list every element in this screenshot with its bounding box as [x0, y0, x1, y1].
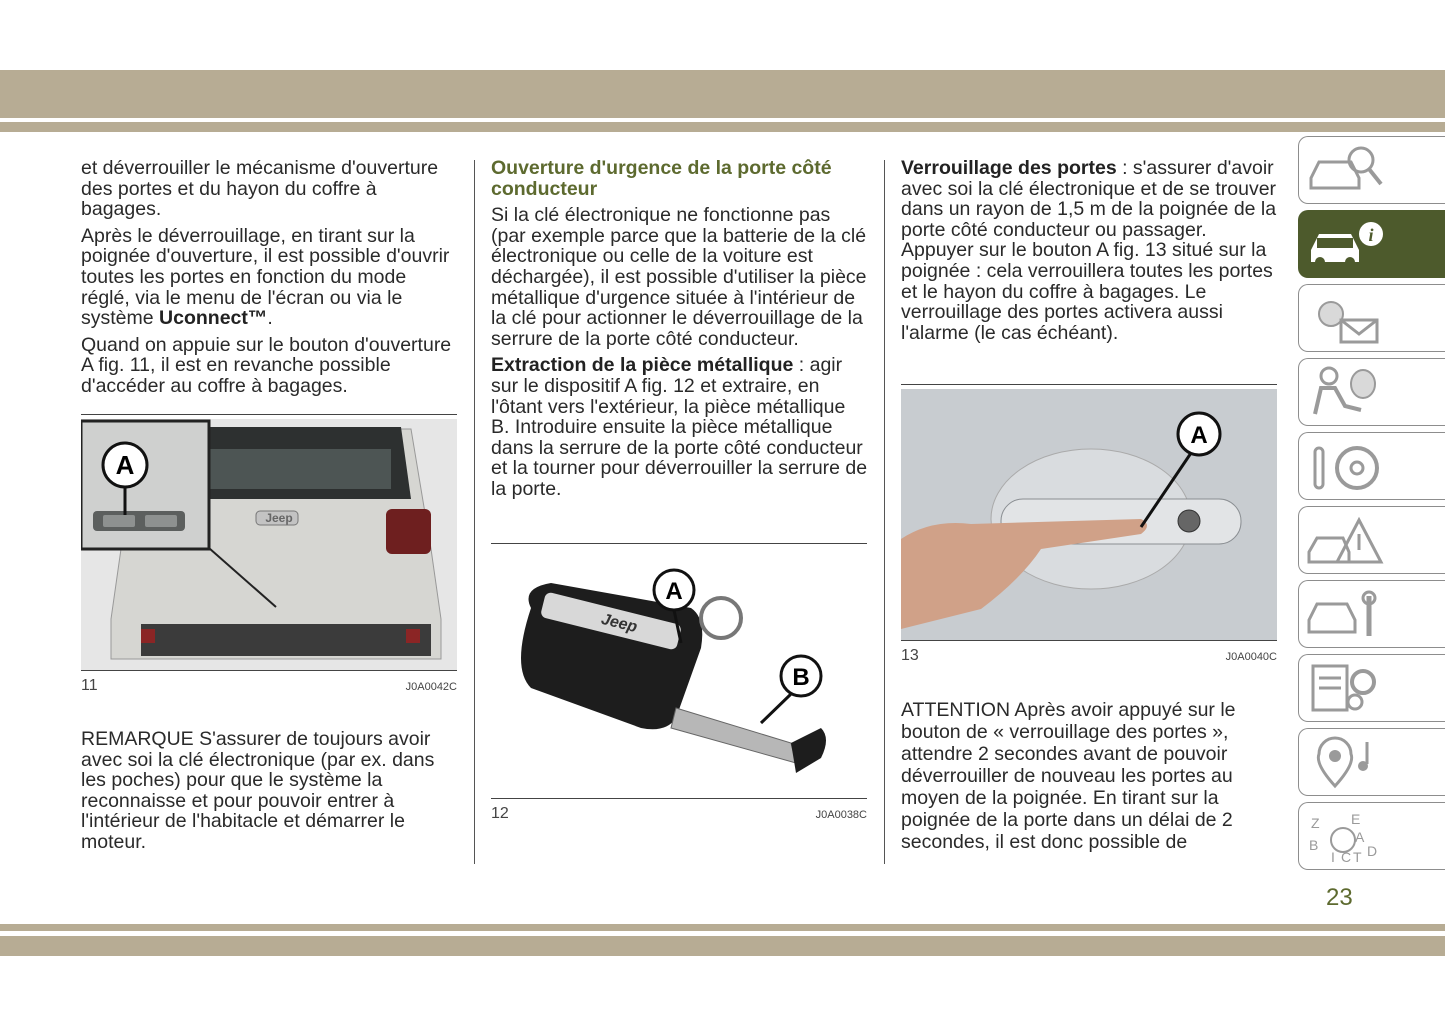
col1-remarque: REMARQUE S'assurer de toujours avoir avec soi la clé électronique (par ex. dans les poches) pour que le système la reconnaisse et pour pouvoir entrer à l'intérieur de l'habitacle et démarrer le moteur. — [81, 728, 435, 853]
tab-servicing[interactable] — [1298, 580, 1445, 648]
footer-stripe — [0, 924, 1445, 931]
figure-12-top-rule — [491, 543, 867, 544]
tab-index[interactable] — [1298, 802, 1445, 870]
key-steering-wheel-icon — [1305, 438, 1385, 494]
index-letter-e: E — [1351, 811, 1361, 827]
column-1 — [81, 158, 459, 403]
col1-p2-end: . — [267, 307, 273, 330]
index-letter-i: I — [1331, 849, 1335, 864]
column-3 — [901, 158, 1279, 349]
figure-13-number: 13 — [901, 647, 919, 664]
tab-multimedia[interactable] — [1298, 728, 1445, 796]
door-locking-term: Verrouillage des portes — [901, 157, 1117, 179]
tab-warning-lights[interactable] — [1298, 284, 1445, 352]
col1-p2-text: Après le déverrouillage, en tirant sur la poignée d'ouverture, il est possible d'ouvrir toutes les portes en fonction du mode réglé, via le menu de l'écran ou via le système — [81, 224, 450, 330]
figure-11-photo — [81, 419, 457, 670]
figure-12-number: 12 — [491, 805, 509, 822]
column-2 — [491, 158, 869, 506]
figure-12 — [491, 543, 867, 823]
key-fob-illustration — [491, 548, 867, 798]
index-letter-d: D — [1367, 843, 1378, 859]
figure-13-code: J0A0040C — [1225, 651, 1277, 663]
figure-11-top-rule — [81, 414, 457, 415]
figure-13-caption — [901, 647, 1277, 665]
figure-11 — [81, 414, 457, 695]
tab-safety[interactable] — [1298, 358, 1445, 426]
figure-13-photo — [901, 389, 1277, 640]
fig11-callout-a: A — [115, 450, 135, 480]
column-separator-1 — [474, 160, 475, 864]
index-letter-c: C — [1341, 849, 1352, 864]
page-number: 23 — [1326, 884, 1353, 911]
uconnect-term: Uconnect™ — [159, 307, 268, 330]
index-letter-a: A — [1355, 829, 1365, 845]
col1-paragraph-2 — [81, 226, 459, 329]
location-music-icon — [1305, 734, 1385, 790]
header-band — [0, 70, 1445, 118]
extraction-term: Extraction de la pièce métallique — [491, 354, 794, 377]
car-magnifier-icon — [1305, 142, 1385, 198]
fig13-callout-a: A — [1190, 422, 1208, 449]
figure-12-bottom-rule — [491, 798, 867, 799]
section-heading-emergency-opening: Ouverture d'urgence de la porte côté conducteur — [491, 157, 832, 200]
svg-text:i: i — [1368, 225, 1374, 245]
col3-paragraph-1 — [901, 158, 1279, 343]
figure-12-caption — [491, 805, 867, 823]
col2-paragraph-2 — [491, 355, 869, 499]
figure-11-caption — [81, 677, 457, 695]
header-stripe — [0, 122, 1445, 132]
alphabet-index-icon — [1305, 808, 1385, 864]
col1-paragraph-3: Quand on appuie sur le bouton d'ouverture A fig. 11, il est en revanche possible d'accéder au coffre à bagages. — [81, 333, 452, 397]
fig12-brand-logo: Jeep — [599, 610, 639, 637]
figure-13-bottom-rule — [901, 640, 1277, 641]
index-letter-b: B — [1309, 837, 1319, 853]
car-wrench-icon — [1305, 586, 1385, 642]
figure-11-bottom-rule — [81, 670, 457, 671]
footer-band — [0, 936, 1445, 956]
figure-12-photo — [491, 548, 867, 798]
col3-p1-text: : s'assurer d'avoir avec soi la clé électronique et de se trouver dans un rayon de 1,5 m de la poignée de la porte côté conducteur ou passager. Appuyer sur le bouton A fig. 13 situé sur la poignée : cela verrouillera toutes les portes et le hayon du coffre à bagages. Le verrouillage des portes activera aussi l'alarme (le cas échéant). — [901, 157, 1277, 344]
fig12-callout-a: A — [665, 578, 683, 605]
car-warning-triangle-icon — [1305, 512, 1385, 568]
car-info-icon — [1305, 216, 1385, 272]
airbag-seat-icon — [1305, 364, 1385, 420]
door-handle-illustration — [901, 389, 1277, 640]
tab-starting-driving[interactable] — [1298, 432, 1445, 500]
fig11-brand-logo: Jeep — [265, 511, 293, 525]
index-letter-z: Z — [1311, 815, 1320, 831]
figure-11-code: J0A0042C — [405, 681, 457, 693]
figure-11-number: 11 — [81, 677, 98, 694]
col2-p2-text: : agir sur le dispositif A fig. 12 et extraire, en l'ôtant vers l'extérieur, la pièce métallique B. Introduire ensuite la pièce métallique dans la serrure de la porte côté conducteur et la tourner pour déverrouiller la serrure de la porte. — [491, 354, 868, 500]
suv-rear-illustration — [81, 419, 457, 670]
tab-emergency[interactable] — [1298, 506, 1445, 574]
figure-12-code: J0A0038C — [815, 809, 867, 821]
col1-paragraph-1: et déverrouiller le mécanisme d'ouverture des portes et du hayon du coffre à bagages. — [81, 157, 439, 221]
col2-paragraph-1: Si la clé électronique ne fonctionne pas (par exemple parce que la batterie de la clé électronique ou celle de la voiture est déchargée), il est possible d'utiliser la pièce métallique d'urgence située à l'intérieur de la clé pour actionner le déverrouillage de la serrure de la porte côté conducteur. — [491, 204, 867, 350]
index-letter-t: T — [1353, 849, 1362, 864]
column-separator-2 — [884, 160, 885, 864]
col3-attention-paragraph: ATTENTION Après avoir appuyé sur le bouton de « verrouillage des portes », attendre 2 secondes avant de pouvoir déverrouiller de nouveau les portes au moyen de la poignée. En tirant sur la poignée de la porte dans un délai de 2 secondes, il est donc possible de — [901, 699, 1236, 853]
document-gear-icon — [1305, 660, 1385, 716]
figure-13 — [901, 384, 1277, 665]
tab-vehicle-info[interactable] — [1298, 210, 1445, 278]
tab-technical-data[interactable] — [1298, 654, 1445, 722]
fig12-callout-b: B — [792, 664, 810, 691]
light-envelope-icon — [1305, 290, 1385, 346]
figure-13-top-rule — [901, 384, 1277, 385]
tab-dashboard-knowledge[interactable] — [1298, 136, 1445, 204]
